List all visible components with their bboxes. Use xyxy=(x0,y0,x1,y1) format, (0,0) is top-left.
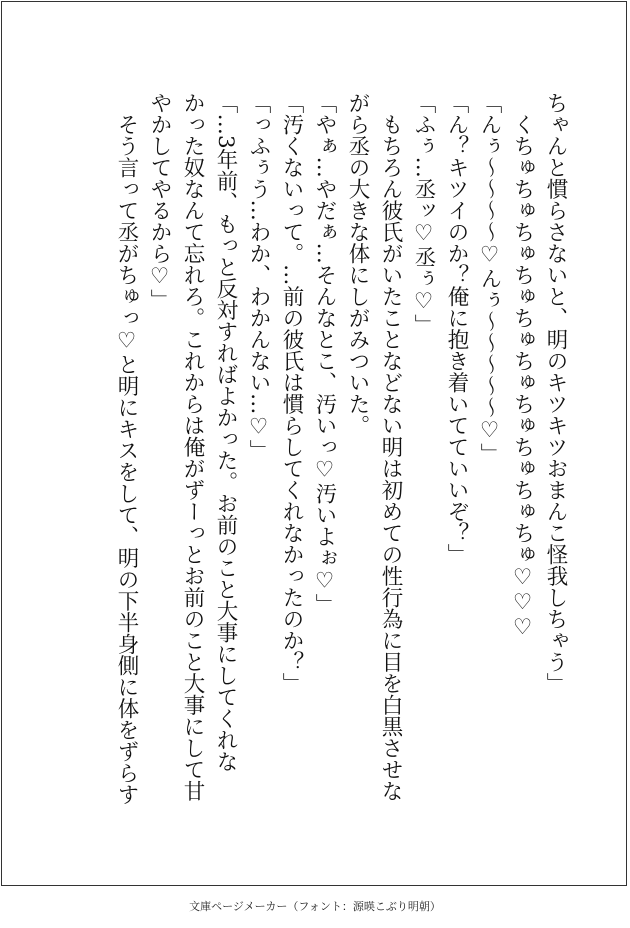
text-line: 「…3年前、もっと反対すればよかった。お前のこと大事にしてくれな xyxy=(213,92,238,773)
text-line: 「ふぅ…丞ッ♡丞ぅ♡」 xyxy=(411,92,436,336)
text-line: ちゃんと慣らさないと、明のキツキツおまんこ怪我しちゃう」 xyxy=(543,92,568,694)
text-line: やかしてやるから♡」 xyxy=(147,92,172,311)
text-line: がら丞の大きな体にしがみついた。 xyxy=(345,92,370,436)
text-line: 「んぅ〜〜〜〜♡んぅ〜〜〜〜〜♡」 xyxy=(477,92,502,465)
text-line: 「やぁ…やだぁ…そんなとこ、汚いっ♡汚いよぉ♡」 xyxy=(312,92,337,615)
text-line: かった奴なんて忘れろ。これからは俺がずーっとお前のこと大事にして甘 xyxy=(180,92,205,802)
vertical-text-block xyxy=(110,92,572,812)
text-line: くちゅちゅちゅちゅちゅちゅちゅちゅちゅちゅ♡♡♡ xyxy=(510,92,535,640)
text-line: そう言って丞がちゅっ♡と明にキスをして、明の下半身側に体をずらす xyxy=(114,92,139,805)
text-line: 「っふぅう…わか、わかんない…♡」 xyxy=(246,92,271,461)
text-line: もちろん彼氏がいたことなどない明は初めての性行為に目を白黒させな xyxy=(378,92,403,802)
text-line: 「ん？キツイのか？俺に抱き着いてていいぞ？」 xyxy=(444,92,469,565)
text-line: 「汚くないって。…前の彼氏は慣らしてくれなかったのか？」 xyxy=(279,92,304,694)
footer-credit: 文庫ページメーカー（フォント：源暎こぶり明朝） xyxy=(189,900,441,913)
page-frame xyxy=(1,1,627,886)
